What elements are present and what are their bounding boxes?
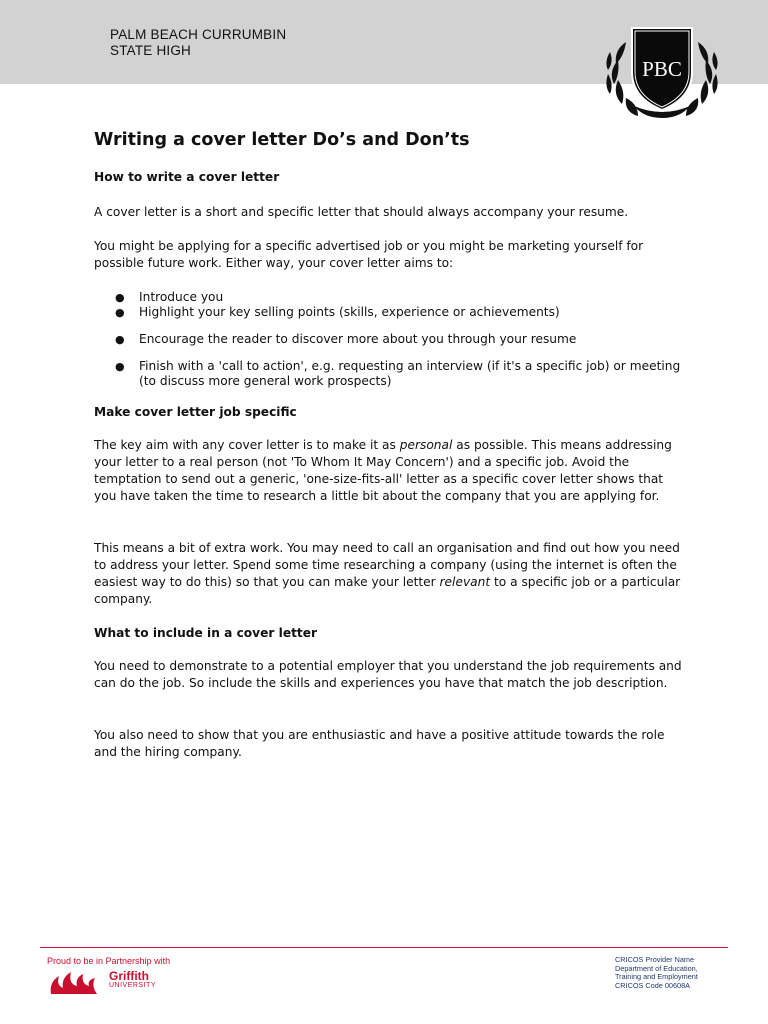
griffith-name: Griffith [109, 969, 149, 983]
section-heading-how-to: How to write a cover letter [94, 170, 280, 184]
list-item: ● Encourage the reader to discover more about you through your resume [115, 332, 577, 346]
list-item: ● Highlight your key selling points (skills, experience or achievements) [115, 305, 560, 319]
griffith-flame-icon [47, 970, 105, 996]
paragraph-enthusiastic: You also need to show that you are enthusiastic and have a positive attitude towards the role and the hiring company. [94, 728, 665, 759]
footer-divider [40, 947, 728, 948]
section-heading-what-to-include: What to include in a cover letter [94, 626, 318, 640]
bullet-icon: ● [115, 360, 125, 373]
cricos-line: Department of Education, [615, 963, 698, 973]
griffith-logo [47, 969, 157, 996]
page-title: Writing a cover letter Do’s and Don’ts [94, 130, 470, 150]
paragraph-extra-work: This means a bit of extra work. You may need to call an organisation and find out how you need to address your letter. Spend some time researching a company (using the internet is often the easiest way to do this) so that you can make your letter relevant to a specific job or a particular company. [94, 541, 681, 606]
list-item: ● Finish with a 'call to action', e.g. requesting an interview (if it's a specific job) or meeting (to discuss more general work prospects) [115, 359, 681, 388]
paragraph-aims: You might be applying for a specific advertised job or you might be marketing yourself for possible future work. Either way, your cover letter aims to: [94, 239, 644, 270]
paragraph-intro: A cover letter is a short and specific letter that should always accompany your resume. [94, 205, 629, 219]
bullet-icon: ● [115, 306, 125, 319]
school-crest-logo [604, 20, 720, 120]
paragraph-personal: The key aim with any cover letter is to make it as personal as possible. This means addressing your letter to a real person (not 'To Whom It May Concern') and a specific job. Avoid the temptation to send out a generic, 'one-size-fits-all' letter as a specific cover letter shows that you have taken the time to research a little bit about the company that you are applying for. [94, 438, 672, 503]
partner-text: Proud to be in Partnership with [47, 956, 171, 966]
bullet-icon: ● [115, 291, 125, 304]
crest-text: PBC [642, 57, 682, 81]
school-name-line2: STATE HIGH [110, 43, 192, 58]
cricos-line: CRICOS Provider Name [615, 955, 695, 964]
school-name-line1: PALM BEACH CURRUMBIN [110, 27, 287, 42]
bullet-icon: ● [115, 333, 125, 346]
cricos-line: Training and Employment [615, 972, 698, 981]
cricos-info [615, 956, 698, 990]
paragraph-demonstrate: You need to demonstrate to a potential employer that you understand the job requirements and can do the job. So include the skills and experiences you have that match the job description. [94, 659, 682, 690]
document-body [94, 128, 684, 759]
list-item: ● Introduce you [115, 290, 224, 304]
aims-list [94, 290, 684, 389]
cricos-line: CRICOS Code 00608A [615, 980, 691, 990]
section-heading-job-specific: Make cover letter job specific [94, 405, 297, 419]
school-name [110, 27, 286, 59]
griffith-subtitle: UNIVERSITY [109, 982, 157, 989]
